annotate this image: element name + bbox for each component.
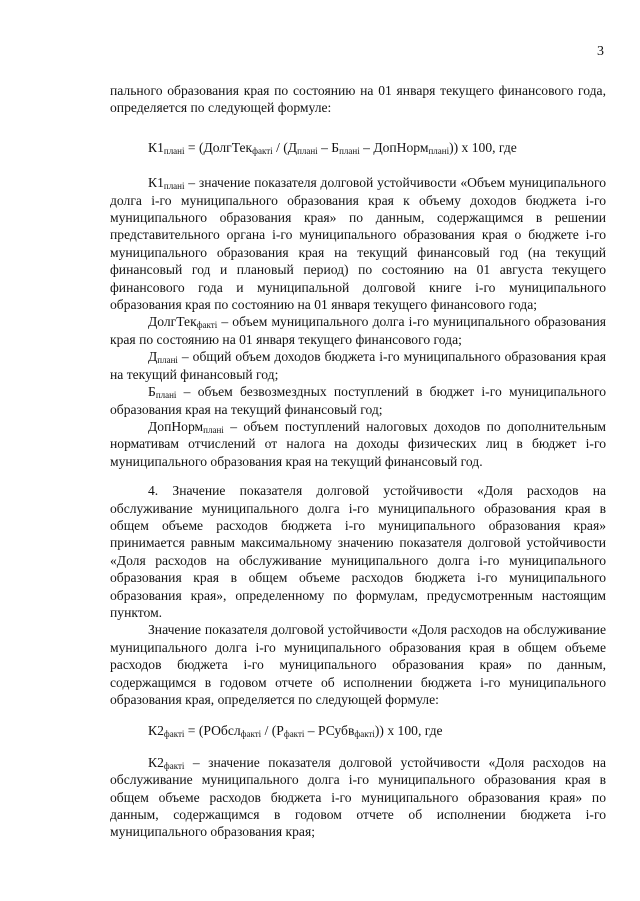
formula-k2: $К2_{фактi}$ = (РОбсл$_{фактi}$ / ($Р_{фактi}$ – РСубв$_{фактi}$)) x 100, где	[148, 723, 443, 740]
page-number: 3	[597, 44, 604, 59]
formula-k1: $К1_{планi}$ = (ДолгТек$_{фактi}$ / ($Д_{планi} - Б_{планi}$ – ДопНорм$_{планi}$)) x 100, где	[148, 139, 517, 156]
definition-b: $Б_{планi}$ – объем безвозмездных поступлений в бюджет i-го муниципального образования края на текущий финансовый год;	[110, 384, 606, 417]
document-body	[110, 82, 606, 841]
definition-dopnorm: ДопНорм$_{планi}$ – объем поступлений налоговых доходов по дополнительным нормативам отчислений от налога на доходы физических лиц в бюджет i-го муниципального образования края на текущий финансовый год.	[110, 418, 606, 469]
definition-d: $Д_{планi}$ – общий объем доходов бюджета i-го муниципального образования края на текущий финансовый год;	[110, 349, 606, 382]
definition-dolgtek: ДолгТек$_{фактi}$ – объем муниципального долга i-го муниципального образования края по состоянию на 01 января текущего финансового года;	[110, 314, 606, 347]
definition-k2: $К2_{фактi}$ – значение показателя долговой устойчивости «Доля расходов на обслуживание муниципального долга i-го муниципального образования края в общем объеме расходов бюджета i-го муниципального образования края» по данным, содержащимся в годовом отчете об исполнении бюджета i-го муниципального образования края;	[110, 754, 606, 840]
definition-k1: $К1_{планi}$ – значение показателя долговой устойчивости «Объем муниципального долга i-го муниципального образования края к объему доходов бюджета i-го муниципального образования края» по данным, содержащимся в решении представительного органа i-го муниципального образования края о бюджете i-го муниципального образования края на текущий финансовый год (на текущий финансовый год и плановый период) по состоянию на 01 августа текущего финансового года и муниципальной долговой книге i-го муниципального образования края по состоянию на 01 января текущего финансового года;	[110, 175, 606, 313]
paragraph-k2-intro: Значение показателя долговой устойчивости «Доля расходов на обслуживание муниципального долга i-го муниципального образования края в общем объеме расходов бюджета i-го муниципального образования края» по данным, содержащимся в годовом отчете об исполнении бюджета i-го муниципального образования края, определяется по следующей формуле:	[110, 622, 606, 707]
intro-paragraph: пального образования края по состоянию на 01 января текущего финансового года, определяется по следующей формуле:	[110, 83, 606, 116]
paragraph-4: 4. Значение показателя долговой устойчивости «Доля расходов на обслуживание муниципального долга i-го муниципального образования края в общем объеме расходов бюджета i-го муниципального образования края» принимается равным максимальному значению показателя долговой устойчивости «Доля расходов на обслуживание муниципального долга i-го муниципального образования края в общем объеме расходов бюджета i-го муниципального образования края», определенному по формулам, предусмотренным настоящим пунктом.	[110, 483, 606, 620]
